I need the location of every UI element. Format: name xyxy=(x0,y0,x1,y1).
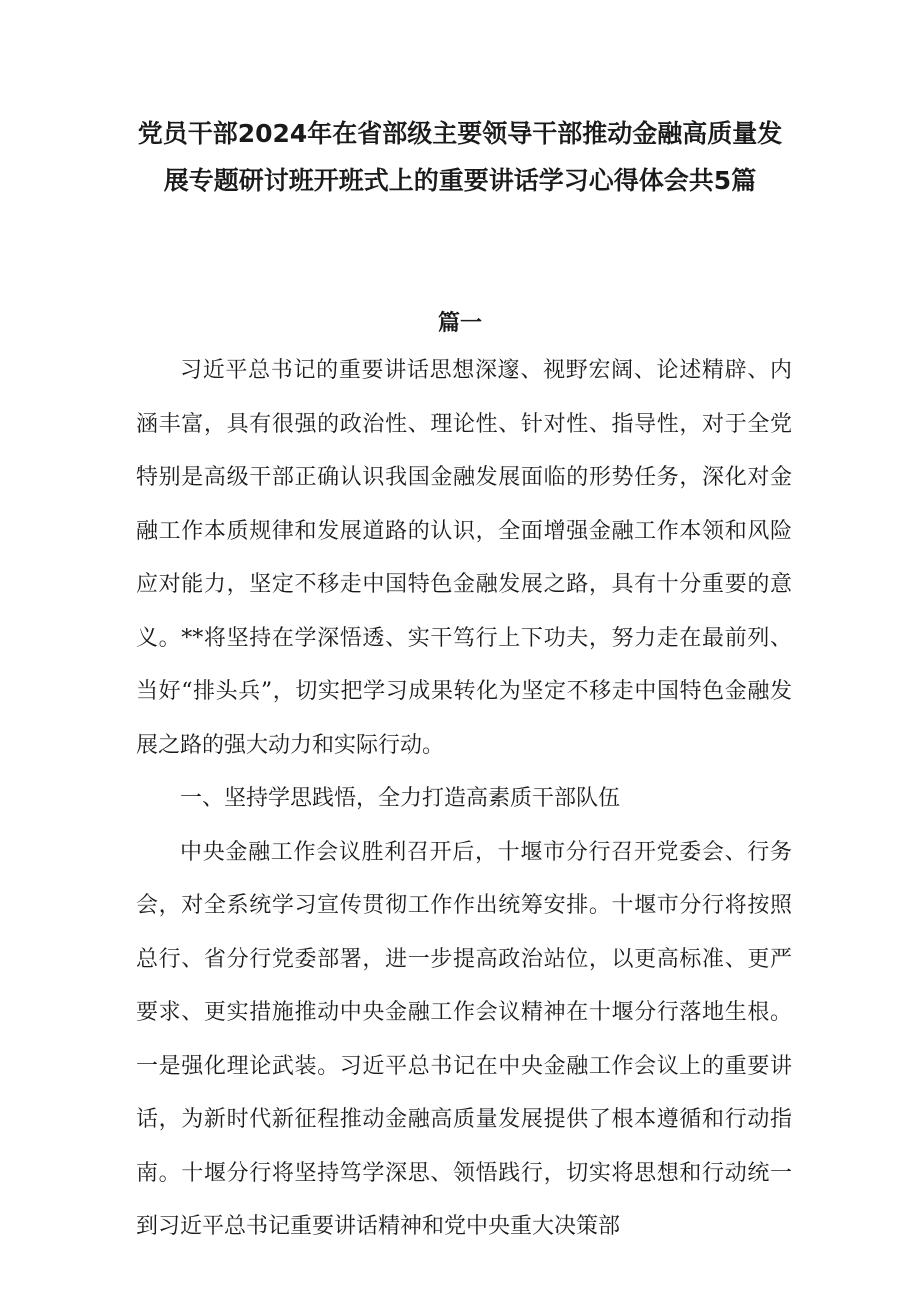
document-title: 党员干部2024年在省部级主要领导干部推动金融高质量发展专题研讨班开班式上的重要讲话学习心得体会共5篇 xyxy=(137,119,783,195)
document-body xyxy=(136,344,792,1254)
subheading-one: 一、坚持学思践悟，全力打造高素质干部队伍 xyxy=(180,786,621,811)
section-heading: 篇一 xyxy=(437,310,482,336)
body-paragraph-one: 中央金融工作会议胜利召开后，十堰市分行召开党委会、行务会，对全系统学习宣传贯彻工作作出统筹安排。十堰市分行将按照总行、省分行党委部署，进一步提高政治站位，以更高标准、更严要求、更实措施推动中央金融工作会议精神在十堰分行落地生根。一是强化理论武装。习近平总书记在中央金融工作会议上的重要讲话，为新时代新征程推动金融高质量发展提供了根本遵循和行动指南。十堰分行将坚持笃学深思、领悟践行，切实将思想和行动统一到习近平总书记重要讲话精神和党中央重大决策部 xyxy=(136,839,792,1239)
body-paragraph-intro: 习近平总书记的重要讲话思想深邃、视野宏阔、论述精辟、内涵丰富，具有很强的政治性、理论性、针对性、指导性，对于全党特别是高级干部正确认识我国金融发展面临的形势任务，深化对金融工作本质规律和发展道路的认识，全面增强金融工作本领和风险应对能力，坚定不移走中国特色金融发展之路，具有十分重要的意义。**将坚持在学深悟透、实干笃行上下功夫，努力走在最前列、当好“排头兵”，切实把学习成果转化为坚定不移走中国特色金融发展之路的强大动力和实际行动。 xyxy=(136,358,792,758)
